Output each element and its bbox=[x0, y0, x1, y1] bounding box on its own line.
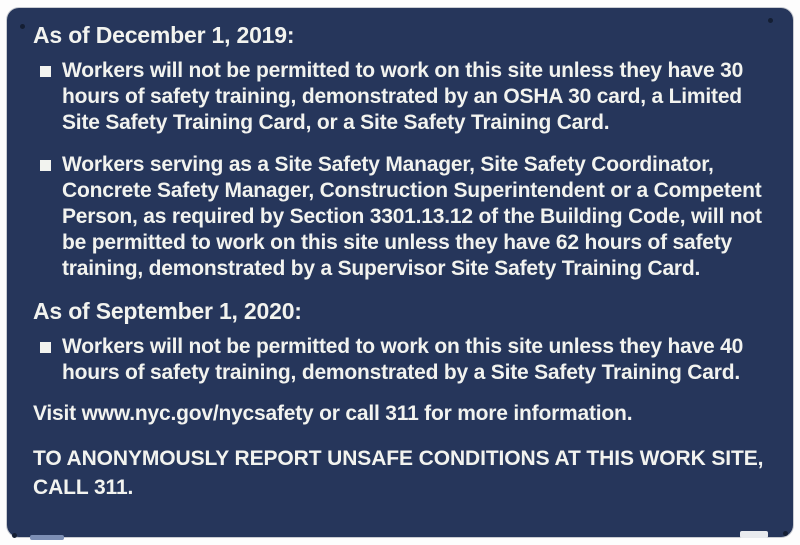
bullet-text-30-hours: Workers will not be permitted to work on this site unless they have 30 hours of safety training, demonstrated by an OSHA 30 card, a Limited Site Safety Training Card, or a Site Safety Training Card. bbox=[62, 59, 744, 134]
bullet-text-62-hours: Workers serving as a Site Safety Manager, Site Safety Coordinator, Concrete Safety Manager, Construction Superintendent or a Competent Person, as required by Section 3301.13.12 of the Building Code, will not be permitted to work on this site unless they have 62 hours of safety training, demonstrated by a Supervisor Site Safety Training Card. bbox=[62, 153, 762, 280]
square-bullet-icon bbox=[40, 342, 51, 353]
safety-sign-panel bbox=[7, 8, 793, 537]
list-item bbox=[33, 58, 767, 136]
mounting-hole-top-left-icon bbox=[20, 24, 25, 29]
square-bullet-icon bbox=[40, 66, 51, 77]
list-item bbox=[33, 152, 767, 282]
mounting-hole-bottom-right-icon bbox=[783, 531, 788, 536]
manufacturer-mark bbox=[740, 531, 768, 538]
list-item bbox=[33, 334, 767, 386]
square-bullet-icon bbox=[40, 160, 51, 171]
bottom-left-strip-mark bbox=[30, 535, 64, 540]
mounting-hole-bottom-left-icon bbox=[12, 533, 17, 538]
section-heading-september-2020: As of September 1, 2020: bbox=[33, 298, 302, 324]
mounting-hole-top-right-icon bbox=[768, 18, 773, 23]
section-september-2020 bbox=[33, 298, 767, 386]
report-unsafe-conditions-line: TO ANONYMOUSLY REPORT UNSAFE CONDITIONS AT THIS WORK SITE, CALL 311. bbox=[33, 447, 764, 499]
section-heading-december-2019: As of December 1, 2019: bbox=[33, 22, 295, 48]
more-information-line: Visit www.nyc.gov/nycsafety or call 311 for more information. bbox=[33, 402, 633, 425]
bullet-text-40-hours: Workers will not be permitted to work on this site unless they have 40 hours of safety training, demonstrated by a Site Safety Training Card. bbox=[62, 335, 744, 384]
section-december-2019 bbox=[33, 22, 767, 282]
